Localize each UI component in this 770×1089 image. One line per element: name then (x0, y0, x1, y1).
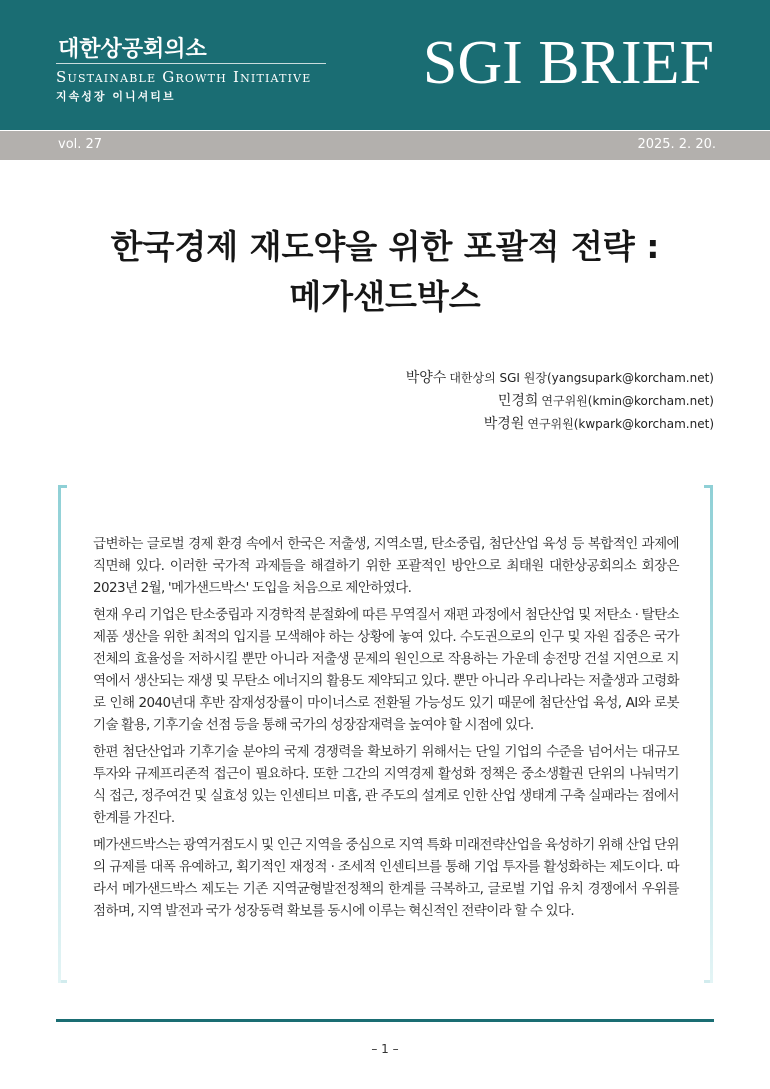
author-entry (406, 367, 714, 390)
org-divider (56, 63, 326, 64)
author-name: 박양수 (405, 370, 447, 386)
summary-box (93, 533, 679, 927)
author-role: 연구위원(kmin@korcham.net) (541, 394, 714, 408)
brief-header (0, 0, 770, 130)
summary-paragraph: 메가샌드박스는 광역거점도시 및 인근 지역을 중심으로 지역 특화 미래전략산업을 육성하기 위해 산업 단위의 규제를 대폭 유예하고, 획기적인 재정적 · 조세적 인센티브를 통해 기업 투자를 활성화하는 제도이다. 따라서 메가샌드박스 제도는 기존 지역균형발전정책의 한계를 극복하고, 글로벌 기업 유치 경쟁에서 우위를 점하며, 지역 발전과 국가 성장동력 확보를 동시에 이루는 혁신적인 전략이라 할 수 있다. (93, 837, 679, 919)
author-name: 박경원 (483, 416, 525, 432)
author-role: 대한상의 SGI 원장(yangsupark@korcham.net) (449, 371, 714, 385)
summary-paragraph: 한편 첨단산업과 기후기술 분야의 국제 경쟁력을 확보하기 위해서는 단일 기업의 수준을 넘어서는 대규모 투자와 규제프리존적 접근이 필요하다. 또한 그간의 지역경제 활성화 정책은 중소생활권 단위의 나눠먹기식 접근, 정주여건 및 실효성 있는 인센티브 미흡, 관 주도의 설계로 인한 산업 생태계 구축 실패라는 점에서 한계를 가진다. (93, 744, 679, 826)
document-title (0, 222, 770, 322)
org-name-english: Sustainable Growth Initiative (56, 68, 312, 86)
org-name-korean: 대한상공회의소 (58, 37, 207, 62)
publication-title: SGI BRIEF (422, 29, 714, 97)
author-entry (406, 390, 714, 413)
document-title-line-1: 한국경제 재도약을 위한 포괄적 전략 : (110, 227, 660, 266)
summary-paragraph: 급변하는 글로벌 경제 환경 속에서 한국은 저출생, 지역소멸, 탄소중립, 첨단산업 육성 등 복합적인 과제에 직면해 있다. 이러한 국가적 과제들을 해결하기 위한 포괄적인 방안으로 최태원 대한상공회의소 회장은 2023년 2월, '메가샌드박스' 도입을 처음으로 제안하였다. (93, 536, 679, 596)
author-name: 민경희 (497, 393, 539, 409)
volume-bar (0, 131, 770, 160)
author-entry (406, 413, 714, 436)
document-title-line-2: 메가샌드박스 (289, 277, 481, 316)
page-number: – 1 – (371, 1042, 399, 1056)
org-subtitle-korean: 지속성장 이니셔티브 (56, 90, 176, 103)
summary-paragraph: 현재 우리 기업은 탄소중립과 지경학적 분절화에 따른 무역질서 재편 과정에서 첨단산업 및 저탄소 · 탈탄소 제품 생산을 위한 최적의 입지를 모색해야 하는 상황에 놓여 있다. 수도권으로의 인구 및 자원 집중은 국가 전체의 효율성을 저하시킬 뿐만 아니라 저출생 문제의 원인으로 작용하는 가운데 송전망 건설 지연으로 지역에서 생산되는 재생 및 무탄소 에너지의 활용도 제약되고 있다. 뿐만 아니라 우리나라는 저출생과 고령화로 인해 2040년대 후반 잠재성장률이 마이너스로 전환될 가능성도 있기 때문에 첨단산업 육성, AI와 로봇 기술 활용, 기후기술 선점 등을 통해 국가의 성장잠재력을 높여야 할 시점에 있다. (93, 607, 679, 733)
publication-date: 2025. 2. 20. (637, 137, 716, 152)
footer-divider (56, 1019, 714, 1022)
summary-bracket-left (58, 485, 67, 983)
volume-number: vol. 27 (58, 137, 103, 152)
author-role: 연구위원(kwpark@korcham.net) (527, 417, 714, 431)
author-list (406, 367, 714, 436)
summary-bracket-right (704, 485, 713, 983)
